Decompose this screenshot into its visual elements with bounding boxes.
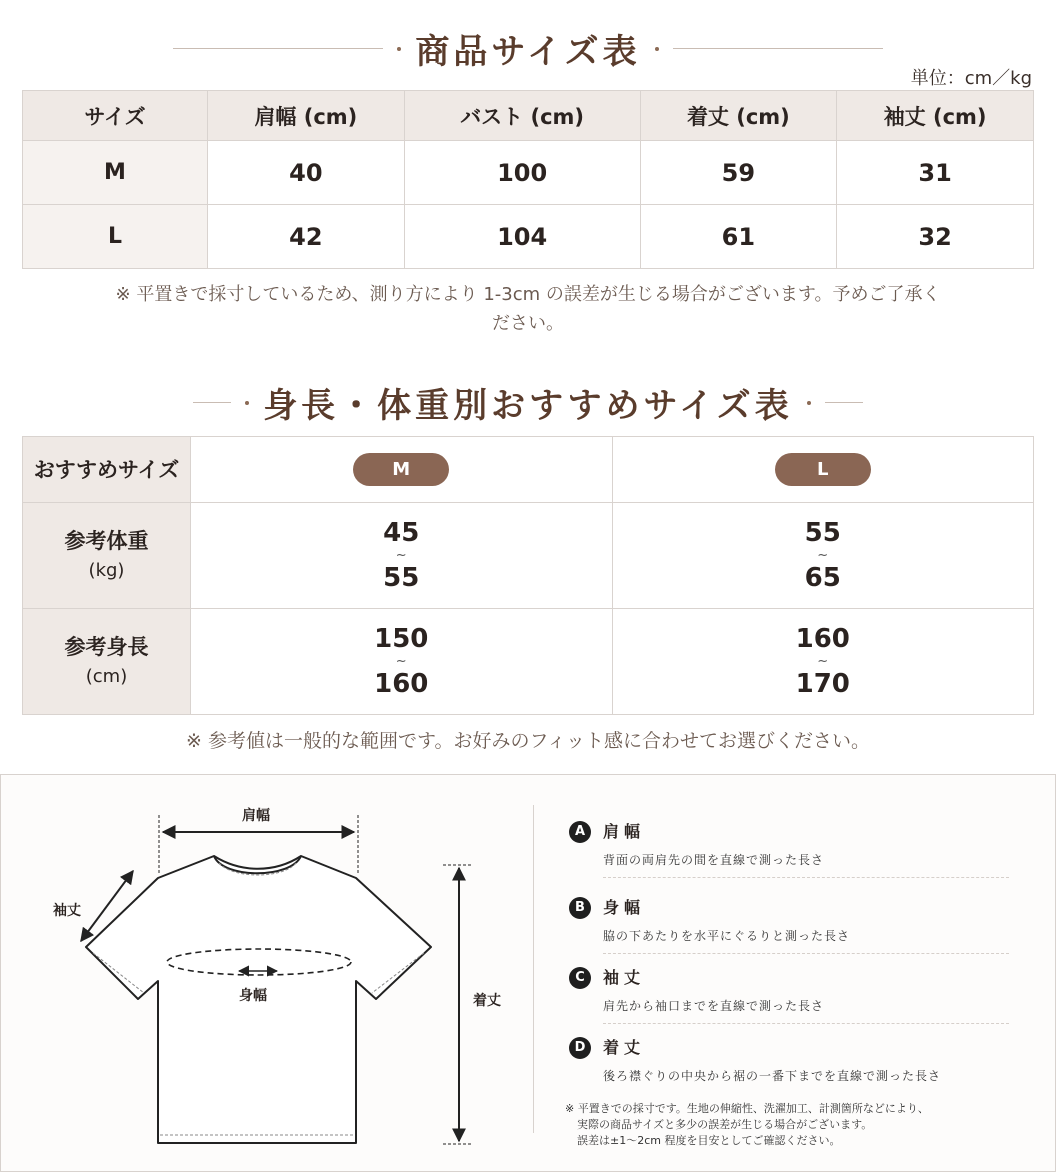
title-dot-right — [655, 47, 659, 51]
weight-l-max: 65 — [804, 562, 841, 593]
title-rule-left — [193, 402, 231, 403]
range-tilde: ~ — [817, 547, 829, 563]
size-l-label: L — [23, 205, 208, 269]
size-note-line1: ※ 平置きで採寸しているため、測り方により 1-3cm の誤差が生じる場合がございます。予めご了承く — [115, 284, 941, 305]
size-note — [40, 280, 1016, 338]
footnote-line: 実際の商品サイズと多少の誤差が生じる場合がございます。 — [577, 1118, 873, 1131]
recommend-table — [22, 436, 1034, 715]
header-bust: バスト (cm) — [404, 91, 640, 141]
weight-unit: (kg) — [88, 559, 125, 581]
recommend-title — [0, 378, 1056, 427]
recommend-m-cell — [191, 437, 613, 503]
m-shoulder: 40 — [208, 141, 405, 205]
legend-desc: 背面の両肩先の間を直線で測った長さ — [603, 853, 825, 867]
table-row — [23, 141, 1034, 205]
recommend-l-cell — [612, 437, 1034, 503]
height-m-max: 160 — [374, 668, 429, 699]
header-length: 着丈 (cm) — [640, 91, 837, 141]
height-l-max: 170 — [795, 668, 850, 699]
l-sleeve: 32 — [837, 205, 1034, 269]
title-dot-right — [807, 401, 811, 405]
header-size: サイズ — [23, 91, 208, 141]
badge-c: C — [569, 967, 591, 989]
size-pill-m: M — [353, 453, 449, 486]
recommend-title-text: 身長・体重別おすすめサイズ表 — [263, 386, 793, 426]
table-row — [23, 609, 1034, 715]
l-length: 61 — [640, 205, 837, 269]
title-rule-right — [673, 48, 883, 49]
legend-title: 身幅 — [603, 898, 646, 917]
size-chart-title-text: 商品サイズ表 — [415, 32, 641, 72]
header-sleeve: 袖丈 (cm) — [837, 91, 1034, 141]
badge-d: D — [569, 1037, 591, 1059]
m-bust: 100 — [404, 141, 640, 205]
size-note-line2: ださい。 — [492, 313, 564, 334]
weight-label-cell — [23, 503, 191, 609]
badge-a: A — [569, 821, 591, 843]
badge-b: B — [569, 897, 591, 919]
height-l-min: 160 — [795, 623, 850, 654]
size-table-header-row — [23, 91, 1034, 141]
height-l-cell — [612, 609, 1034, 715]
l-shoulder: 42 — [208, 205, 405, 269]
table-row — [23, 437, 1034, 503]
m-length: 59 — [640, 141, 837, 205]
footnote-line: ※ 平置きでの採寸です。生地の伸縮性、洗濯加工、計測箇所などにより、 — [565, 1102, 929, 1115]
title-dot-left — [245, 401, 249, 405]
measurement-footnote — [565, 1101, 929, 1149]
measurement-panel — [0, 774, 1056, 1172]
panel-divider — [533, 805, 534, 1133]
legend-divider — [603, 877, 1009, 878]
table-row — [23, 503, 1034, 609]
m-sleeve: 31 — [837, 141, 1034, 205]
legend-divider — [603, 1023, 1009, 1024]
range-tilde: ~ — [395, 653, 407, 669]
height-m-cell — [191, 609, 613, 715]
table-row — [23, 205, 1034, 269]
tshirt-diagram — [1, 775, 533, 1171]
legend-desc: 脇の下あたりを水平にぐるりと測った長さ — [603, 929, 851, 943]
legend-desc: 肩先から袖口までを直線で測った長さ — [603, 999, 825, 1013]
range-tilde: ~ — [395, 547, 407, 563]
shoulder-label: 肩幅 — [242, 808, 270, 824]
range-tilde: ~ — [817, 653, 829, 669]
legend-desc: 後ろ襟ぐりの中央から裾の一番下までを直線で測った長さ — [603, 1069, 942, 1083]
legend-title: 肩幅 — [603, 822, 646, 841]
size-chart-title — [0, 24, 1056, 73]
length-label: 着丈 — [473, 993, 501, 1009]
weight-label: 参考体重 — [64, 528, 149, 553]
height-m-min: 150 — [374, 623, 429, 654]
weight-m-min: 45 — [383, 517, 420, 548]
title-rule-right — [825, 402, 863, 403]
size-m-label: M — [23, 141, 208, 205]
title-dot-left — [397, 47, 401, 51]
body-width-label: 身幅 — [239, 988, 267, 1004]
title-rule-left — [173, 48, 383, 49]
weight-l-cell — [612, 503, 1034, 609]
unit-label: 単位：cm／kg — [910, 68, 1032, 89]
sleeve-label: 袖丈 — [53, 903, 81, 919]
footnote-line: 誤差は±1～2cm 程度を目安としてご確認ください。 — [577, 1134, 841, 1147]
height-label-cell — [23, 609, 191, 715]
legend-title: 着丈 — [603, 1038, 646, 1057]
recommend-note: ※ 参考値は一般的な範囲です。お好みのフィット感に合わせてお選びください。 — [186, 730, 870, 752]
l-bust: 104 — [404, 205, 640, 269]
height-unit: (cm) — [85, 665, 128, 687]
height-label: 参考身長 — [64, 634, 149, 659]
weight-m-cell — [191, 503, 613, 609]
header-shoulder: 肩幅 (cm) — [208, 91, 405, 141]
weight-l-min: 55 — [804, 517, 841, 548]
legend-title: 袖丈 — [603, 968, 646, 987]
legend-divider — [603, 953, 1009, 954]
size-table — [22, 90, 1034, 269]
weight-m-max: 55 — [383, 562, 420, 593]
size-pill-l: L — [775, 453, 871, 486]
recommend-size-label: おすすめサイズ — [23, 437, 191, 503]
